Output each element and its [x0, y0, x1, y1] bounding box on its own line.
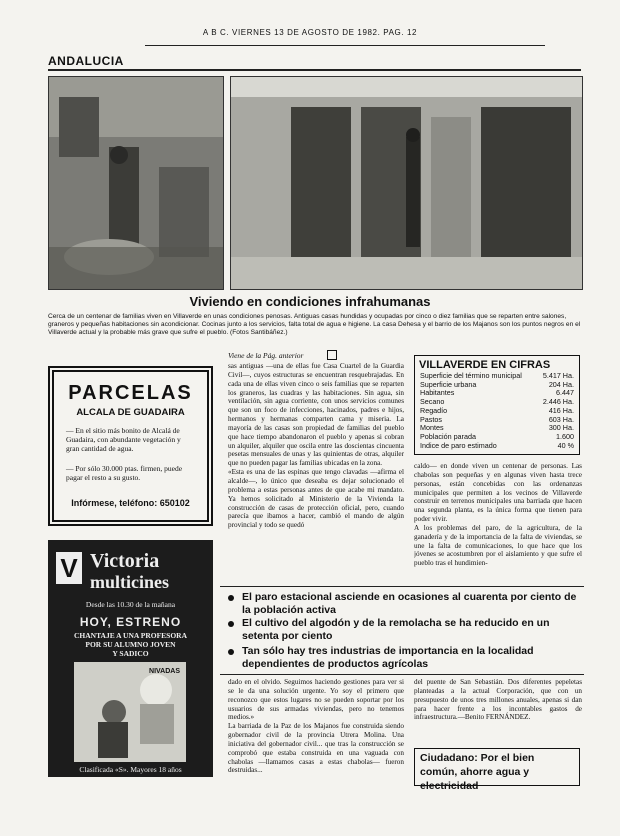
bullet-icon: [228, 595, 234, 601]
figures-value: 40 %: [557, 440, 574, 450]
article-col1: sas antiguas —una de ellas fue Casa Cuartel de la Guardia Civil—, cuyos estructuras se encuentran resquebrajadas. En cada una de ellas viven cinco o seis familias que se reparten los graneros, las cuadras y las habitaciones. Sin agua, sin ventilación, sin agua corriente, con unos servicios comunes que son un foco de infecciones, hacinados, padres e hijos, hermanos y hermanas comparten cama y miseria. La mayoría de las casas son propiedad de familias del pueblo que hace tiempo abandonaron el pueblo y apenas si cobran un alquiler, alquiler que oscila entre las doscientas cincuenta pesetas mensuales de unas y las quinientas de otras, alquiler que no pueden pagar las familias ubicadas en la zona. «Esta es una de las espinas que tengo clavadas —afirma el alcalde—, lo único que deseaba es dejar solucionado el problema a estas personas antes de que acabe mi mandato. Ya hemos solicitado al Ministerio de la Vivienda la construcción de casas de protección oficial, pero, cuando parecía que ibamos a hacer, cambió el mando de algún provincial y todo se quedó: [228, 362, 404, 530]
section-title: ANDALUCIA: [48, 54, 124, 68]
poster-image: [74, 662, 186, 762]
figures-box: [414, 355, 580, 455]
highlights-rule-bottom: [220, 674, 584, 675]
figures-value: 2.446 Ha.: [542, 397, 574, 407]
ad-parcelas-line2: — Por sólo 30.000 ptas. firmen, puede pagar el resto a su gusto.: [66, 464, 183, 482]
ad-parcelas-title: PARCELAS: [68, 382, 193, 404]
victoria-film-2: POR SU ALUMNO JOVEN: [85, 640, 176, 649]
photo-left-image: [49, 77, 223, 289]
ad-victoria: [48, 540, 213, 777]
ad-parcelas-contact: Infórmese, teléfono: 650102: [71, 498, 190, 508]
figures-row: [419, 442, 575, 451]
figures-label: Secano: [420, 397, 445, 407]
figures-value: 204 Ha.: [548, 379, 574, 389]
article-col2: caldo— en donde viven un centenar de personas. Las chabolas son pequeñas y en algunas viven hasta trece personas, están concebidas con las ordenanzas municipales que permiten a los vecinos de Villaverde construir en terrenos municipales una barriada que hacen una segunda planta, es la única forma que tienen para poder vivir. A los problemas del paro, de la agricultura, de la ganadería y de la importancia de la falta de viviendas, se une la falta de comunicaciones, lo que hace que los jóvenes se acostumbren por el aislamiento y que sufre el pueblo tras el hundimien-: [414, 462, 582, 568]
article-col4: del puente de San Sebastián. Dos diferentes pepeletas planteadas a la actual Corporación, que con un presupuesto de unos tres millones anuales, apenas si dan para hacer frente a los incontables gastos de infraestructura.—Benito FERNÁNDEZ.: [414, 678, 582, 722]
header-rule: [145, 45, 545, 46]
photo-right: [230, 76, 583, 290]
figures-label: Pastos: [420, 414, 442, 424]
figures-title: VILLAVERDE EN CIFRAS: [419, 359, 551, 371]
figures-label: Regadío: [420, 405, 448, 415]
figures-label: Habitantes: [420, 388, 455, 398]
figures-table: [419, 372, 575, 450]
victoria-logo-letter: V: [60, 553, 78, 583]
photo-caption: Cerca de un centenar de familias viven en Villaverde en unas condiciones penosas. Antiguas casas hundidas y ocupadas por cinco o diez familias que se reparten entre salones, graneros y pequeñas habitaciones sin acondicionar. Cocinas junto a los servicios, falta total de agua e higiene. La casa Dehesa y el barrio de los Majanos son los puntos negros en el Villaverde actual y la probable más grave que sufre el pueblo. (Fotos Santibáñez.): [48, 313, 581, 337]
figures-value: 416 Ha.: [548, 405, 574, 415]
figures-label: Superficie urbana: [420, 379, 477, 389]
bullet-icon: [228, 621, 234, 627]
article-continued: Viene de la Pág. anterior: [228, 351, 304, 360]
victoria-name-2: multicines: [90, 572, 169, 592]
photo-right-image: [231, 77, 582, 289]
figures-label: Superficie del término municipal: [420, 371, 522, 380]
highlight-text: El paro estacional asciende en ocasiones al cuarenta por ciento de la población activa: [242, 591, 577, 616]
photo-left: [48, 76, 224, 290]
section-rule: [48, 69, 581, 71]
figures-value: 5.417 Ha.: [542, 371, 574, 380]
victoria-film-1: CHANTAJE A UNA PROFESORA: [74, 631, 187, 640]
photo-title: Viviendo en condiciones infrahumanas: [189, 294, 431, 309]
page-header: A B C. VIERNES 13 DE AGOSTO DE 1982. PAG. 12: [202, 28, 418, 37]
highlight-item: [228, 591, 584, 617]
water-notice: [414, 748, 580, 792]
victoria-rating: Clasificada «S». Mayores 18 años: [79, 765, 182, 774]
ad-parcelas-subtitle: ALCALA DE GUADAIRA: [76, 407, 185, 418]
bullet-icon: [228, 649, 234, 655]
victoria-poster: [74, 662, 186, 762]
highlight-text: El cultivo del algodón y de la remolacha se ha reducido en un setenta por ciento: [242, 617, 550, 642]
poster-label: NIVADAS: [149, 668, 180, 675]
victoria-film-3: Y SADICO: [112, 649, 149, 658]
figures-value: 6.447: [556, 388, 574, 398]
figures-label: Indice de paro estimado: [420, 440, 497, 450]
water-notice-text: Ciudadano: Por el bien común, ahorre agua y electricidad: [420, 752, 535, 792]
victoria-name-1: Victoria: [90, 550, 160, 572]
victoria-premiere: HOY, ESTRENO: [79, 615, 182, 629]
figures-value: 603 Ha.: [548, 414, 574, 424]
figures-label: Población parada: [420, 431, 476, 441]
figures-label: Montes: [420, 423, 444, 433]
figures-value: 300 Ha.: [548, 423, 574, 433]
highlight-text: Tan sólo hay tres industrias de importancia en la localidad dependientes de productos agrícolas: [242, 645, 534, 670]
ad-parcelas-line1: — En el sitio más bonito de Alcalá de Guadaira, con abundante vegetación y gran cantidad de agua.: [66, 426, 181, 453]
highlights-rule-top: [220, 586, 584, 587]
highlight-item: [228, 617, 584, 643]
highlight-item: [228, 645, 584, 671]
article-col3: dado en el olvido. Seguimos haciendo gestiones para ver si se le da una solución urgente. Yo soy el primero que reconozco que estos lugares no se pueden soportar por los usuarios de sus armadas viviendas, pero no tenemos medios.» La barriada de la Paz de los Majanos fue construida siendo gobernador civil de la provincia Utrera Molina. Una iniciativa del gobernador civil... que tras la construcción se comprobó que estaba construida en una vaguada con chabolas —llamamos casas a estas chabolas— fueron destruidas...: [228, 678, 404, 775]
figures-value: 1.600: [556, 431, 574, 441]
victoria-hours: Desde las 10.30 de la mañana: [85, 600, 176, 609]
ad-parcelas: [48, 366, 213, 526]
victoria-logo: [56, 552, 82, 584]
continued-marker: [327, 350, 337, 360]
